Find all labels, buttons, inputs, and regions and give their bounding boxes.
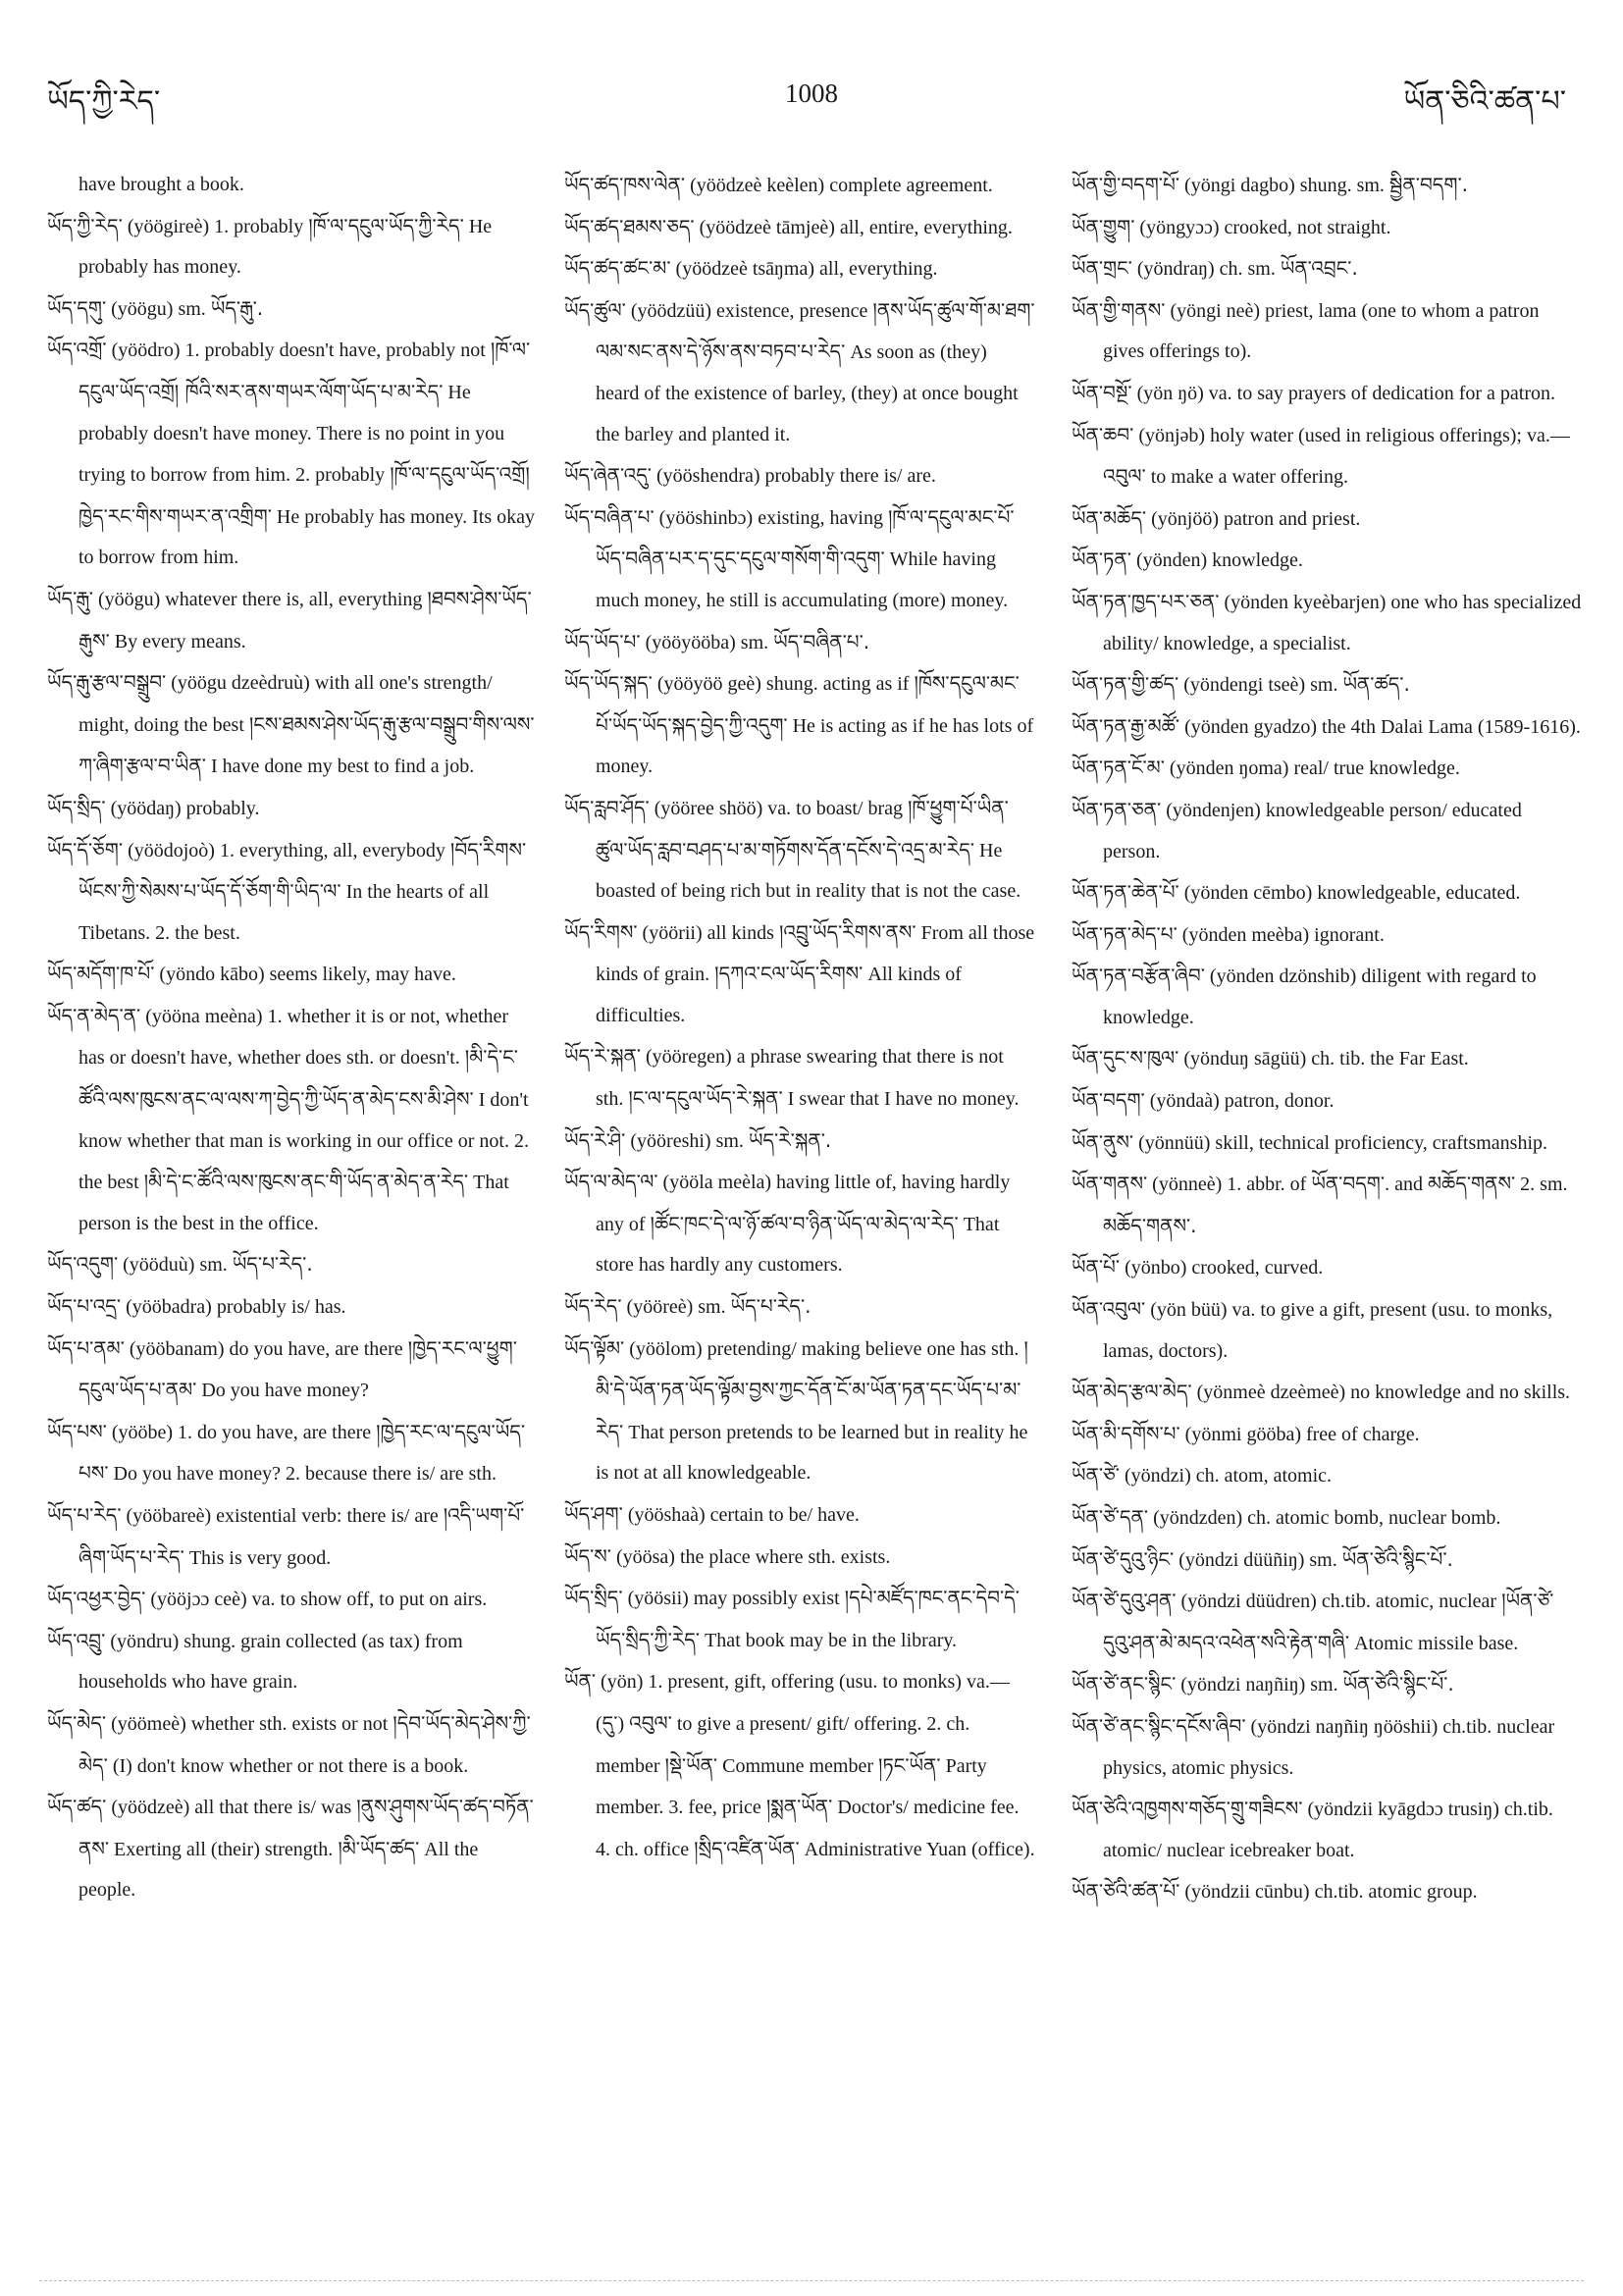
dictionary-entry bbox=[564, 1494, 1035, 1537]
entry-headword: ཡོད་རེ་སྐན་ bbox=[564, 1044, 641, 1069]
entry-gloss: (yöndzi naŋñiŋ) sm. bbox=[1176, 1674, 1343, 1696]
entry-headword: ཡོན་མི་དགོས་པ་ bbox=[1072, 1421, 1180, 1445]
dictionary-entry bbox=[1072, 1122, 1582, 1165]
dictionary-entry bbox=[1072, 582, 1582, 664]
entry-headword: ཡོད་ས་ bbox=[564, 1543, 611, 1568]
entry-gloss: I swear that I have no money. bbox=[782, 1088, 1020, 1111]
entry-headword: ཡོད་དོ་ཅོག་ bbox=[47, 837, 124, 861]
entry-gloss: Party member. 3. fee, price bbox=[596, 1754, 987, 1819]
entry-gloss: (yöndengi tseè) sm. bbox=[1178, 674, 1343, 697]
entry-gloss: He boasted of being rich but in reality that is not the case. bbox=[596, 839, 1021, 903]
entry-headword: ཡོན་མེད་རྩལ་མེད་ bbox=[1072, 1380, 1192, 1404]
entry-gloss: (yööduù) sm. bbox=[118, 1254, 233, 1277]
entry-headword: ཡོན་ཏན་གྱི་ཚད་ bbox=[1072, 672, 1179, 697]
entry-gloss: (yöödojoò) 1. everything, all, everybody bbox=[123, 839, 450, 861]
entry-example: མཆོད་གནས་ bbox=[1427, 1172, 1516, 1196]
dictionary-entry bbox=[47, 288, 538, 331]
entry-headword: ཡོད་བཞིན་པ་ bbox=[564, 504, 654, 529]
entry-gloss: This is very good. bbox=[183, 1546, 332, 1569]
dictionary-entry bbox=[1072, 914, 1582, 957]
entry-example: །ཁོ་ཕྱུག་པོ་ཡིན་ཚུལ་ཡོད་རླབ་བཤད་པ་མ་གཏོགས་དོན་དངོས་དེ་འདྲ་མ་རེད་ bbox=[596, 795, 1009, 861]
entry-gloss: (yöndaà) patron, donor. bbox=[1144, 1090, 1335, 1113]
entry-headword: ཡོན་ཙེ་ནང་སྙིང་དངོས་ཞིབ་ bbox=[1072, 1713, 1246, 1738]
entry-gloss: (yöömeè) whether sth. exists or not bbox=[106, 1712, 393, 1735]
running-head-right: ཡོན་ཅིའི་ཚན་པ་ bbox=[1403, 84, 1566, 119]
entry-headword: ཡོད་ཀྱི་རེད་ bbox=[47, 213, 123, 237]
dictionary-entry bbox=[1072, 1372, 1582, 1414]
dictionary-entry bbox=[1072, 1706, 1582, 1789]
entry-example: །འདི་ཡག་པོ་ཞིག་ཡོད་པ་རེད་ bbox=[79, 1503, 525, 1569]
entry-headword: ཡོན་ཆབ་ bbox=[1072, 422, 1134, 446]
entry-example: །བོད་རིགས་ཡོངས་ཀྱི་སེམས་པ་ཡོད་དོ་ཅོག་གི་ཡིད་ལ་ bbox=[79, 837, 527, 904]
dictionary-entry bbox=[47, 830, 538, 955]
entry-example: །མི་དེ་ང་ཚོའི་ལས་ཁུངས་ནང་ལ་ལས་ཀ་བྱེད་ཀྱི་ཡོད་ན་མེད་ངས་མི་ཤེས་ bbox=[79, 1045, 518, 1112]
entry-gloss: (yöngi dagbo) shung. sm. bbox=[1179, 175, 1389, 196]
dictionary-entry bbox=[564, 1661, 1035, 1870]
entry-headword: ཡོན་དུང་ས་ཁུལ་ bbox=[1072, 1046, 1179, 1070]
entry-gloss: Commune member bbox=[717, 1754, 878, 1777]
entry-gloss: (yöndraŋ) ch. sm. bbox=[1131, 258, 1281, 281]
entry-gloss: Do you have money? bbox=[196, 1380, 369, 1402]
dictionary-entry bbox=[1072, 664, 1582, 706]
dictionary-column-1 bbox=[47, 165, 538, 1911]
entry-gloss: (yöödzeè keèlen) complete agreement. bbox=[685, 175, 993, 196]
entry-headword: ཡོན་ཏན་ཆེན་པོ་ bbox=[1072, 880, 1179, 905]
entry-headword: ཡོན་ bbox=[564, 1669, 597, 1694]
dictionary-entry bbox=[564, 207, 1035, 249]
entry-headword: ཡོན་ཏན་མེད་པ་ bbox=[1072, 921, 1178, 946]
dictionary-entry bbox=[1072, 540, 1582, 582]
dictionary-entry bbox=[1072, 373, 1582, 415]
entry-gloss: (yöndzden) ch. atomic bomb, nuclear bomb. bbox=[1148, 1507, 1501, 1529]
entry-example: ཡོད་རེ་སྐན་. bbox=[748, 1127, 832, 1152]
entry-headword: ཡོན་ཙེ་ bbox=[1072, 1463, 1120, 1487]
entry-example: ཡོན་བདག་ bbox=[1311, 1172, 1386, 1196]
entry-example: མཆོད་གནས་. bbox=[1103, 1213, 1197, 1237]
entry-headword: ཡོད་ཞེན་འདུ་ bbox=[564, 463, 652, 488]
dictionary-entry bbox=[47, 1621, 538, 1703]
entry-gloss: Do you have money? 2. because there is/ are sth. bbox=[108, 1463, 497, 1486]
entry-gloss: (yönmeè dzeèmeè) no knowledge and no skills. bbox=[1191, 1382, 1571, 1404]
entry-gloss: (yöndru) shung. grain collected (as tax) from households who have grain. bbox=[79, 1630, 463, 1694]
entry-gloss: (yönjəb) holy water (used in religious offerings); va.— bbox=[1133, 424, 1570, 446]
dictionary-entry bbox=[47, 662, 538, 788]
entry-gloss: (yöndzi düüdren) ch.tib. atomic, nuclear bbox=[1176, 1591, 1502, 1613]
entry-example: ཡོད་པ་རེད་. bbox=[232, 1252, 313, 1277]
entry-headword: ཡོན་བདག་ bbox=[1072, 1088, 1145, 1113]
dictionary-entry bbox=[47, 996, 538, 1245]
entry-gloss: Exerting all (their) strength. bbox=[109, 1838, 339, 1860]
entry-headword: ཡོད་ཚད་ཁས་ལེན་ bbox=[564, 173, 686, 196]
entry-gloss: (yöndzi naŋñiŋ ŋööshii) ch.tib. nuclear physics, atomic physics. bbox=[1103, 1715, 1555, 1779]
entry-gloss: From all those kinds of grain. bbox=[596, 921, 1035, 986]
entry-gloss: All kinds of difficulties. bbox=[596, 964, 962, 1026]
entry-gloss: (yöngyɔɔ) crooked, not straight. bbox=[1134, 216, 1391, 238]
entry-headword: ཡོད་ཚད་ bbox=[47, 1795, 107, 1819]
entry-example: འབུལ་ bbox=[1103, 464, 1146, 489]
entry-example: །ནུས་ཤུགས་ཡོད་ཚད་བཏོན་ནས་ bbox=[79, 1795, 534, 1860]
entry-example: །ཁྱེད་རང་ལ་ཕྱུག་དངུལ་ཡོད་པ་ནམ་ bbox=[79, 1335, 517, 1402]
running-head-left: ཡོད་ཀྱི་རེད་ bbox=[47, 84, 161, 119]
entry-example: །དཔེ་མཛོད་ཁང་ནང་དེབ་དེ་ཡོད་སྲིད་ཀྱི་རེད་ bbox=[596, 1586, 1020, 1651]
entry-example: །ཏང་ཡོན་ bbox=[877, 1752, 941, 1777]
entry-headword: ཡོད་སྲིད་ bbox=[47, 795, 106, 819]
dictionary-entry bbox=[47, 165, 538, 206]
entry-example: །ཁོ་ལ་དངུལ་མང་པོ་ཡོད་བཞིན་པར་ད་དུང་དངུལ་གསོག་གི་འདུག་ bbox=[596, 504, 1015, 571]
entry-example: །མི་དེ་ང་ཚོའི་ལས་ཁུངས་ནང་གི་ཡོད་ན་མེད་ན་རེད་ bbox=[143, 1170, 469, 1194]
entry-gloss: 2. sm. bbox=[1515, 1174, 1568, 1196]
dictionary-entry bbox=[1072, 1871, 1582, 1913]
entry-gloss: (yöndo kābo) seems likely, may have. bbox=[154, 964, 456, 986]
entry-example: །ཁོ་ལ་དངུལ་ཡོད་འགྲོ། ཁྱེད་རང་གིས་གཡར་ན་འགྲིག་ bbox=[79, 462, 530, 528]
dictionary-entry bbox=[47, 1579, 538, 1621]
entry-headword: ཡོན་ཏན་ཁྱད་པར་ཅན་ bbox=[1072, 589, 1220, 613]
entry-gloss: (yönden ŋoma) real/ true knowledge. bbox=[1164, 757, 1460, 780]
entry-headword: ཡོན་ཙེ་ནང་སྙིང་ bbox=[1072, 1672, 1177, 1696]
dictionary-entry bbox=[1072, 872, 1582, 914]
entry-gloss: (yöölom) pretending/ making believe one has sth. bbox=[624, 1337, 1024, 1360]
entry-gloss: (yöösa) the place where sth. exists. bbox=[610, 1545, 891, 1568]
entry-headword: ཡོན་ཏན་ bbox=[1072, 548, 1131, 572]
entry-example: །མི་ཡོད་ཚད་ bbox=[338, 1836, 420, 1860]
entry-gloss: (yöngi neè) priest, lama (one to whom a patron gives offerings to). bbox=[1103, 299, 1540, 363]
page-number: 1008 bbox=[785, 78, 838, 108]
entry-gloss: In the hearts of all Tibetans. 2. the best. bbox=[79, 881, 490, 944]
entry-headword: ཡོད་ཚུལ་ bbox=[564, 297, 626, 322]
entry-example: ཡོད་རྒུ་. bbox=[210, 295, 264, 320]
entry-gloss: (yöndzii cūnbu) ch.tib. atomic group. bbox=[1179, 1881, 1478, 1904]
entry-headword: ཡོད་ཡོད་པ་ bbox=[564, 629, 641, 653]
entry-headword: ཡོན་ཙེའི་ཚན་པོ་ bbox=[1072, 1879, 1180, 1904]
dictionary-entry bbox=[1072, 1414, 1582, 1456]
entry-headword: ཡོད་པ་ནམ་ bbox=[47, 1335, 125, 1360]
entry-headword: ཡོད་རིགས་ bbox=[564, 919, 638, 944]
entry-gloss: (yööshendra) probably there is/ are. bbox=[652, 465, 936, 488]
entry-gloss: He probably has money. bbox=[79, 215, 493, 279]
entry-gloss: (I) don't know whether or not there is a book. bbox=[107, 1754, 469, 1777]
entry-gloss: (yööshaà) certain to be/ have. bbox=[622, 1504, 860, 1526]
entry-headword: ཡོན་ཙེ་དན་ bbox=[1072, 1505, 1149, 1529]
dictionary-entry bbox=[1072, 1789, 1582, 1871]
dictionary-entry bbox=[1072, 498, 1582, 541]
entry-gloss: Administrative Yuan (office). bbox=[799, 1838, 1035, 1860]
entry-headword: ཡོན་གྱུག་ bbox=[1072, 214, 1135, 238]
dictionary-entry bbox=[564, 1537, 1035, 1579]
entry-headword: ཡོད་རྒུ་རྩལ་བསྒྲུབ་ bbox=[47, 670, 167, 695]
dictionary-entry bbox=[564, 165, 1035, 207]
entry-gloss: (yönden) knowledge. bbox=[1130, 549, 1303, 572]
entry-gloss: (yööyööba) sm. bbox=[640, 631, 774, 653]
entry-example: འབུལ་ bbox=[629, 1710, 672, 1735]
entry-example: །མི་དེ་ཡོན་ཏན་ཡོད་ལྟོམ་བྱས་ཀྱང་དོན་ངོ་མ་ཡོན་ཏན་དང་ཡོད་པ་མ་རེད་ bbox=[596, 1335, 1028, 1443]
entry-gloss: (yööyöö geè) shung. acting as if bbox=[652, 673, 915, 696]
entry-headword: ཡོད་པས་ bbox=[47, 1419, 107, 1443]
dictionary-entry bbox=[1072, 415, 1582, 498]
dictionary-entry bbox=[564, 788, 1035, 913]
entry-example: །སྨན་ཡོན་ bbox=[765, 1795, 833, 1819]
entry-gloss: I have done my best to find a job. bbox=[205, 756, 475, 778]
dictionary-entry bbox=[564, 497, 1035, 622]
entry-headword: ཡོད་ཚད་ཐམས་ཅད་ bbox=[564, 214, 695, 238]
entry-headword: ཡོན་ཏན་ངོ་མ་ bbox=[1072, 756, 1165, 780]
entry-gloss: (yöögu dzeèdruù) with all one's strength/ might, doing the best bbox=[79, 672, 493, 736]
entry-gloss: (yööshinbɔ) existing, having bbox=[654, 506, 888, 529]
entry-headword: ཡོན་འབུལ་ bbox=[1072, 1297, 1146, 1322]
entry-gloss: (yööla meèla) having little of, having hardly any of bbox=[596, 1172, 1011, 1235]
entry-example: །ཁྱེད་རང་ལ་དངུལ་ཡོད་པས་ bbox=[79, 1419, 526, 1486]
dictionary-entry bbox=[1072, 1455, 1582, 1497]
entry-example: །ནས་ཡོད་ཚུལ་གོ་མ་ཐག་ལམ་སང་ནས་དེ་ཉོས་ནས་བཏབ་པ་རེད་ bbox=[596, 297, 1035, 364]
dictionary-entry bbox=[1072, 1497, 1582, 1539]
entry-gloss: He probably has money. Its okay to borrow from him. bbox=[79, 505, 535, 569]
entry-headword: ཡོན་གྲང་ bbox=[1072, 256, 1132, 281]
dictionary-entry bbox=[47, 206, 538, 288]
dictionary-column-3 bbox=[1072, 165, 1582, 1913]
dictionary-entry bbox=[1072, 207, 1582, 249]
entry-headword: ཡོན་ཙེ་དུའུ་ཉིང་ bbox=[1072, 1546, 1175, 1571]
entry-headword: ཡོད་ཡོད་སྐད་ bbox=[564, 671, 653, 696]
entry-gloss: (yöndzi) ch. atom, atomic. bbox=[1119, 1465, 1333, 1487]
entry-gloss: By every means. bbox=[109, 630, 246, 652]
entry-gloss: (yöösii) may possibly exist bbox=[622, 1588, 845, 1610]
entry-gloss: Atomic missile base. bbox=[1349, 1632, 1519, 1654]
entry-headword: ཡོད་ཚད་ཚང་མ་ bbox=[564, 256, 671, 281]
entry-gloss: (yöndenjen) knowledgeable person/ educated person. bbox=[1103, 799, 1522, 862]
entry-gloss: (yöödro) 1. probably doesn't have, probably not bbox=[106, 339, 491, 362]
entry-gloss: have brought a book. bbox=[79, 174, 244, 195]
entry-gloss: (yöödzüü) existence, presence bbox=[625, 299, 873, 322]
entry-headword: ཡོད་འགྲོ་ bbox=[47, 338, 107, 362]
entry-gloss: (yööbe) 1. do you have, are there bbox=[106, 1421, 377, 1443]
dictionary-entry bbox=[47, 1329, 538, 1412]
entry-example: །སྲིད་འཛིན་ཡོན་ bbox=[694, 1836, 800, 1860]
entry-headword: ཡོད་ལ་མེད་ལ་ bbox=[564, 1170, 658, 1194]
entry-example: །ཡོན་ཙེ་དུའུ་ཤན་མེ་མདའ་འཕེན་སའི་རྟེན་གཞི་ bbox=[1103, 1589, 1554, 1654]
entry-gloss: (yööreshi) sm. bbox=[625, 1129, 749, 1152]
entry-gloss: I don't know whether that man is working in our office or not. 2. the best bbox=[79, 1089, 529, 1194]
entry-gloss: (yööna meèna) 1. whether it is or not, whether has or doesn't have, whether does sth. or doesn't. bbox=[79, 1005, 509, 1070]
entry-example: ཡོན་འབྲང་. bbox=[1280, 256, 1358, 281]
dictionary-entry bbox=[1072, 790, 1582, 872]
dictionary-entry bbox=[1072, 1164, 1582, 1247]
entry-headword: ཡོན་ནུས་ bbox=[1072, 1129, 1134, 1154]
entry-gloss: (yööree shöö) va. to boast/ brag bbox=[649, 797, 909, 819]
entry-example: །དཀའ་ངལ་ཡོད་རིགས་ bbox=[714, 962, 864, 986]
dictionary-entry bbox=[47, 954, 538, 996]
entry-headword: ཡོད་རླབ་ཤོད་ bbox=[564, 795, 650, 819]
entry-gloss: Doctor's/ medicine fee. 4. ch. office bbox=[596, 1797, 1020, 1860]
entry-example: །ཁོ་ལ་དངུལ་ཡོད་ཀྱི་རེད་ bbox=[308, 213, 464, 237]
dictionary-entry bbox=[1072, 706, 1582, 749]
dictionary-entry bbox=[47, 1286, 538, 1329]
entry-headword: ཡོད་ན་མེད་ན་ bbox=[47, 1003, 141, 1027]
entry-headword: ཡོན་ཙེ་དུའུ་ཤན་ bbox=[1072, 1589, 1177, 1613]
entry-headword: ཡོན་ཙེའི་འཁྱགས་གཅོད་གྲུ་གཟིངས་ bbox=[1072, 1797, 1303, 1821]
dictionary-entry bbox=[564, 455, 1035, 497]
entry-example: །ཐབས་ཤེས་ཡོད་རྒུས་ bbox=[79, 586, 532, 652]
entry-gloss: (yönden gyadzo) the 4th Dalai Lama (1589-1616). bbox=[1179, 715, 1581, 738]
dictionary-entry bbox=[47, 1495, 538, 1579]
entry-example: །སྡེ་ཡོན་ bbox=[664, 1752, 718, 1777]
entry-gloss: (yöndzii kyāgdɔɔ trusiŋ) ch.tib. atomic/ nuclear icebreaker boat. bbox=[1103, 1799, 1553, 1861]
entry-headword: ཡོད་འབྲུ་ bbox=[47, 1628, 106, 1652]
entry-example: །ང་ལ་དངུལ་ཡོད་རེ་སྐན་ bbox=[628, 1086, 783, 1111]
dictionary-entry bbox=[564, 663, 1035, 788]
entry-example: །ངས་ཐམས་ཤེས་ཡོད་རྒུ་རྩལ་བསྒྲུབ་གིས་ལས་ཀ་ཞིག་རྩལ་བ་ཡིན་ bbox=[79, 711, 535, 778]
dictionary-entry bbox=[1072, 248, 1582, 290]
dictionary-entry bbox=[47, 1703, 538, 1787]
entry-gloss: (yöödaŋ) probably. bbox=[105, 797, 260, 819]
dictionary-entry bbox=[564, 1121, 1035, 1163]
dictionary-entry bbox=[1072, 748, 1582, 790]
entry-example: སྦྱིན་བདག་. bbox=[1388, 173, 1468, 196]
dictionary-entry bbox=[47, 1412, 538, 1495]
entry-example: ཡོད་བཞིན་པ་. bbox=[773, 629, 870, 653]
entry-gloss: That person is the best in the office. bbox=[79, 1172, 509, 1234]
entry-gloss: to make a water offering. bbox=[1145, 466, 1348, 489]
dictionary-entry bbox=[564, 1578, 1035, 1661]
dictionary-entry bbox=[564, 913, 1035, 1037]
entry-headword: ཡོན་བསྔོ་ bbox=[1072, 380, 1132, 404]
entry-example: ཡོན་ཙེའི་སྙིང་པོ་. bbox=[1341, 1546, 1453, 1571]
dictionary-entry bbox=[1072, 1247, 1582, 1289]
entry-example: །ཚོང་ཁང་དེ་ལ་ཉོ་ཚལ་བ་ཉིན་ཡོད་ལ་མེད་ལ་རེད་ bbox=[650, 1211, 959, 1235]
entry-gloss: (yööreè) sm. bbox=[621, 1296, 731, 1319]
dictionary-entry bbox=[47, 1787, 538, 1911]
entry-gloss: . and bbox=[1385, 1174, 1428, 1196]
entry-headword: ཡོན་གནས་ bbox=[1072, 1172, 1148, 1196]
entry-gloss: (yönnüü) skill, technical proficiency, craftsmanship. bbox=[1133, 1131, 1547, 1154]
entry-gloss: That store has hardly any customers. bbox=[596, 1213, 1000, 1277]
entry-gloss: (yönmi gööba) free of charge. bbox=[1179, 1423, 1420, 1445]
entry-gloss: (yönden cēmbo) knowledgeable, educated. bbox=[1178, 882, 1521, 905]
entry-gloss: (yönneè) 1. abbr. of bbox=[1147, 1174, 1312, 1196]
entry-gloss: (yööbareè) existential verb: there is/ are bbox=[121, 1505, 444, 1527]
entry-example: ཡོན་ཚད་. bbox=[1342, 672, 1410, 697]
entry-example: །ཁོས་དངུལ་མང་པོ་ཡོད་ཡོད་སྐད་བྱེད་ཀྱི་འདུག་ bbox=[596, 671, 1020, 737]
entry-headword: ཡོན་མཆོད་ bbox=[1072, 505, 1147, 530]
entry-gloss: While having much money, he still is accumulating (more) money. bbox=[596, 548, 1009, 611]
entry-headword: ཡོན་ཏན་རྒྱ་མཚོ་ bbox=[1072, 713, 1180, 738]
entry-gloss: (yönden meèba) ignorant. bbox=[1177, 923, 1385, 946]
entry-gloss: (yööbanam) do you have, are there bbox=[124, 1337, 408, 1360]
dictionary-entry bbox=[564, 1286, 1035, 1329]
dictionary-entry bbox=[1072, 1038, 1582, 1080]
entry-gloss: (yööregen) a phrase swearing that there is not sth. bbox=[596, 1046, 1004, 1111]
bottom-scan-edge bbox=[39, 2280, 1584, 2281]
entry-gloss: (yöödzeè tsāŋma) all, everything. bbox=[670, 258, 938, 281]
entry-gloss: As soon as (they) heard of the existence of barley, (they) at once bought the barley and planted it. bbox=[596, 341, 1019, 445]
entry-example: ཡོད་པ་རེད་. bbox=[730, 1294, 812, 1319]
entry-gloss: to give a present/ gift/ offering. 2. ch. member bbox=[596, 1712, 970, 1777]
dictionary-entry bbox=[47, 330, 538, 579]
entry-gloss: (yön ŋö) va. to say prayers of dedication for a patron. bbox=[1131, 382, 1555, 404]
dictionary-entry bbox=[47, 1244, 538, 1286]
dictionary-entry bbox=[564, 248, 1035, 290]
entry-headword: ཡོན་པོ་ bbox=[1072, 1255, 1121, 1279]
entry-headword: ཡོད་མེད་ bbox=[47, 1710, 107, 1735]
entry-example: །ཁོ་ལ་དངུལ་ཡོད་འགྲོ། ཁོའི་སར་ནས་གཡར་ལོག་ཡོད་པ་མ་རེད་ bbox=[79, 338, 531, 403]
dictionary-entry bbox=[564, 622, 1035, 664]
entry-example: །འབྲུ་ཡོད་རིགས་ནས་ bbox=[778, 919, 916, 944]
dictionary-entry bbox=[1072, 956, 1582, 1038]
entry-gloss: (yönden kyeèbarjen) one who has specialized ability/ knowledge, a specialist. bbox=[1103, 591, 1582, 654]
entry-gloss: (yöndzi düüñiŋ) sm. bbox=[1174, 1548, 1342, 1571]
entry-gloss: (yööjɔɔ ceè) va. to show off, to put on airs. bbox=[145, 1589, 488, 1611]
entry-gloss: (yöödzeè) all that there is/ was bbox=[106, 1797, 357, 1819]
dictionary-entry bbox=[564, 1036, 1035, 1120]
dictionary-entry bbox=[564, 290, 1035, 455]
entry-headword: ཡོད་ལྟོམ་ bbox=[564, 1335, 625, 1360]
entry-gloss: (yöögu) whatever there is, all, everything bbox=[92, 588, 428, 610]
dictionary-entry bbox=[1072, 1581, 1582, 1664]
entry-gloss: He is acting as if he has lots of money. bbox=[596, 714, 1034, 778]
entry-headword: ཡོད་དགུ་ bbox=[47, 295, 107, 320]
entry-example: །དེབ་ཡོད་མེད་ཤེས་ཀྱི་མེད་ bbox=[79, 1710, 531, 1777]
entry-headword: ཡོད་རྒུ་ bbox=[47, 586, 93, 610]
entry-headword: ཡོད་འདུག་ bbox=[47, 1252, 119, 1277]
entry-gloss: (yönbo) crooked, curved. bbox=[1120, 1257, 1324, 1279]
entry-headword: ཡོད་ཤག་ bbox=[564, 1502, 623, 1526]
entry-headword: ཡོད་པ་རེད་ bbox=[47, 1503, 122, 1527]
entry-gloss: (yön büü) va. to give a gift, present (usu. to monks, lamas, doctors). bbox=[1103, 1299, 1553, 1362]
dictionary-entry bbox=[47, 788, 538, 830]
entry-headword: ཡོད་སྲིད་ bbox=[564, 1586, 623, 1610]
entry-gloss: He probably doesn't have money. There is no point in you trying to borrow from him. 2. probably bbox=[79, 381, 505, 487]
entry-gloss: That person pretends to be learned but in reality he is not at all knowledgeable. bbox=[596, 1421, 1028, 1485]
dictionary-entry bbox=[1072, 1289, 1582, 1372]
dictionary-column-2 bbox=[564, 165, 1035, 1870]
entry-gloss: (yöörii) all kinds bbox=[637, 921, 779, 944]
entry-gloss: (yönden dzönshib) diligent with regard to knowledge. bbox=[1103, 965, 1537, 1028]
dictionary-entry bbox=[1072, 1539, 1582, 1582]
dictionary-entry bbox=[564, 1329, 1035, 1494]
entry-headword: ཡོད་རེ་ཤི་ bbox=[564, 1127, 626, 1152]
entry-headword: ཡོན་གྱི་གནས་ bbox=[1072, 297, 1166, 322]
entry-gloss: (yöödzeè tāmjeè) all, entire, everything. bbox=[694, 216, 1013, 238]
entry-gloss: (yönjöö) patron and priest. bbox=[1146, 507, 1361, 530]
dictionary-entry bbox=[47, 579, 538, 662]
entry-gloss: All the people. bbox=[79, 1838, 479, 1902]
dictionary-entry bbox=[1072, 290, 1582, 373]
entry-headword: ཡོད་རེད་ bbox=[564, 1294, 622, 1319]
entry-headword: ཡོན་ཏན་བརྩོན་ཞིབ་ bbox=[1072, 964, 1205, 988]
dictionary-entry bbox=[1072, 1080, 1582, 1122]
dictionary-entry bbox=[1072, 1664, 1582, 1706]
entry-headword: ཡོན་ཏན་ཅན་ bbox=[1072, 797, 1162, 821]
entry-gloss: (yönduŋ sāgüü) ch. tib. the Far East. bbox=[1178, 1048, 1469, 1070]
entry-gloss: (yön) 1. present, gift, offering (usu. to monks) va.—(དུ་) bbox=[596, 1671, 1010, 1735]
entry-gloss: (yööbadra) probably is/ has. bbox=[121, 1296, 346, 1319]
dictionary-entry bbox=[1072, 165, 1582, 207]
entry-gloss: (yöögireè) 1. probably bbox=[122, 215, 309, 237]
entry-example: ཡོན་ཙེའི་སྙིང་པོ་. bbox=[1342, 1672, 1454, 1696]
entry-headword: ཡོད་པ་འདྲ་ bbox=[47, 1294, 122, 1319]
dictionary-entry bbox=[564, 1162, 1035, 1286]
entry-gloss: (yöögu) sm. bbox=[106, 297, 211, 320]
entry-headword: ཡོད་འཕྱར་བྱེད་ bbox=[47, 1587, 146, 1611]
entry-headword: ཡོན་གྱི་བདག་པོ་ bbox=[1072, 173, 1180, 196]
entry-headword: ཡོད་མདོག་ཁ་པོ་ bbox=[47, 962, 155, 986]
entry-gloss: That book may be in the library. bbox=[700, 1629, 958, 1651]
